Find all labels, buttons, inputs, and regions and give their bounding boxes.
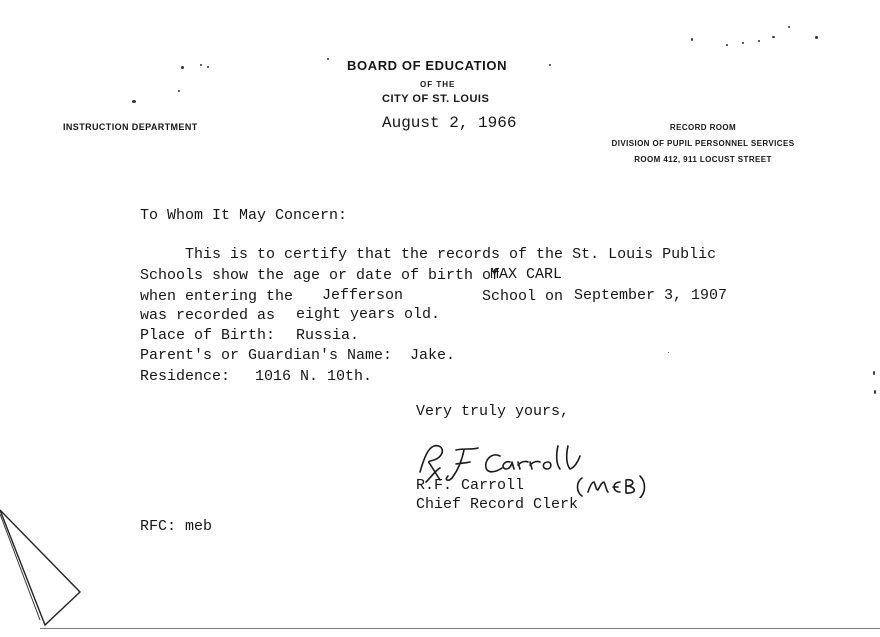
department-name: INSTRUCTION DEPARTMENT [63, 122, 198, 132]
speck [549, 64, 551, 66]
parent-name: Jake. [410, 347, 456, 364]
speck [815, 36, 818, 39]
speck [181, 66, 184, 69]
record-room-label: RECORD ROOM [669, 123, 737, 132]
certify-line: This is to certify that the records of the St. Louis Public [185, 246, 717, 263]
speck [691, 38, 693, 41]
folded-corner [0, 500, 90, 637]
closing: Very truly yours, [416, 403, 570, 420]
signer-name: R.F. Carroll [416, 477, 525, 494]
speck [742, 42, 744, 44]
entry-date: September 3, 1907 [574, 287, 728, 304]
speck [178, 90, 180, 92]
school-name: Jefferson [322, 287, 404, 304]
birth-place-label: Place of Birth: [140, 327, 276, 344]
division-label: DIVISION OF PUPIL PERSONNEL SERVICES [611, 139, 795, 148]
letterhead-city: CITY OF ST. LOUIS [382, 93, 490, 105]
signer-title: Chief Record Clerk [416, 496, 579, 513]
birth-line-prefix: Schools show the age or date of birth of [140, 267, 501, 284]
residence-value: 1016 N. 10th. [255, 368, 373, 385]
school-on-label: School on [482, 288, 564, 305]
letterhead-title: BOARD OF EDUCATION [347, 58, 508, 73]
record-room-block [598, 120, 808, 168]
speck [200, 64, 202, 66]
birth-place-value: Russia. [296, 327, 360, 344]
speck [772, 36, 775, 38]
speck [668, 352, 669, 353]
letter-date: August 2, 1966 [382, 114, 517, 132]
speck [132, 100, 136, 103]
speck [327, 58, 329, 60]
age-value: eight years old. [296, 306, 441, 323]
speck [873, 371, 875, 375]
speck [788, 26, 790, 28]
letterhead-of-the: OF THE [420, 80, 456, 89]
bottom-edge-line [40, 628, 880, 629]
salutation: To Whom It May Concern: [140, 207, 348, 224]
residence-label: Residence: [140, 368, 231, 385]
reference-initials: RFC: meb [140, 518, 213, 535]
recorded-as-label: was recorded as [140, 307, 276, 324]
entering-line-prefix: when entering the [140, 288, 294, 305]
parent-label: Parent's or Guardian's Name: [140, 347, 393, 364]
speck [874, 390, 876, 394]
speck [726, 44, 728, 46]
speck [207, 66, 209, 68]
address-label: ROOM 412, 911 LOCUST STREET [634, 155, 772, 164]
student-name: MAX CARL [490, 266, 563, 283]
speck [758, 40, 760, 42]
